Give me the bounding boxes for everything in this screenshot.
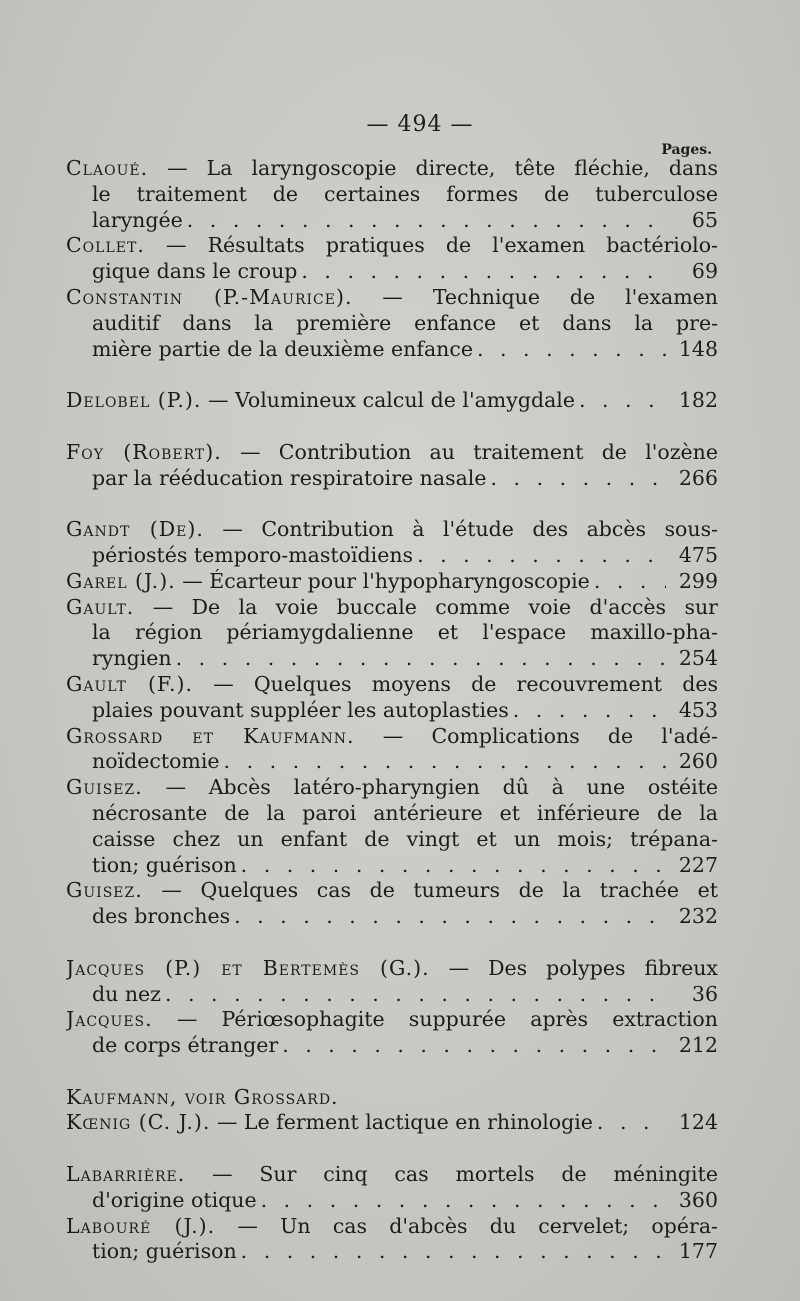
page-ref: 36 [691, 981, 718, 1006]
pages-column-label: Pages. [661, 142, 712, 158]
leader-dots [237, 853, 666, 879]
page-ref: 232 [678, 904, 718, 929]
entry-title-line: — Écarteur pour l'hypopharyngoscopie [182, 568, 590, 593]
entry-title-line: d'origine otique [92, 1187, 257, 1212]
entry-title-line: — Quelques moyens de recouvrement des [213, 671, 718, 696]
entry-title-line: le traitement de certaines formes de tuberculose [92, 181, 718, 206]
toc-entry [66, 1085, 718, 1111]
entry-title-line: laryngée [92, 207, 183, 232]
page-number: — 494 — [366, 112, 474, 137]
entry-title-line: tion; guérison [92, 852, 237, 877]
page-ref: 124 [678, 1110, 718, 1135]
leader-dots [297, 259, 666, 285]
leader-dots [161, 982, 666, 1008]
toc-entry [66, 1110, 718, 1136]
author-name: Jacques. [66, 1007, 153, 1032]
author-name: Labouré (J.). [66, 1213, 216, 1238]
toc-entry [66, 672, 718, 724]
leader-dots [278, 1033, 666, 1059]
entry-title-line: — Abcès latéro-pharyngien dû à une ostéite [165, 775, 718, 800]
toc-entry [66, 233, 718, 285]
author-name: Grossard et Kaufmann. [66, 723, 355, 748]
leader-dots [220, 749, 666, 775]
page-ref: 475 [678, 542, 718, 567]
entry-title-line: la région périamygdalienne et l'espace maxillo-pha- [92, 620, 718, 645]
entry-title-line: — Quelques cas de tumeurs de la trachée et [161, 878, 718, 903]
entry-title-line: plaies pouvant suppléer les autoplasties [92, 697, 509, 722]
author-name: Constantin (P.-Maurice). [66, 284, 353, 309]
author-name: Delobel (P.). [66, 388, 202, 413]
entry-title-line: auditif dans la première enfance et dans la pre- [92, 310, 718, 335]
author-name: Jacques (P.) et Bertemès (G.). [66, 955, 430, 980]
entry-title-line: par la rééducation respiratoire nasale [92, 465, 487, 490]
page-ref: 227 [678, 852, 718, 877]
leader-dots [413, 543, 666, 569]
entry-title-line: de corps étranger [92, 1033, 279, 1058]
leader-dots [487, 466, 667, 492]
entry-title-line: — Périœsophagite suppurée après extraction [176, 1007, 718, 1032]
entry-title-line: du nez [92, 981, 161, 1006]
author-name: Garel (J.). [66, 568, 176, 593]
cross-reference: Kaufmann, voir Grossard. [66, 1084, 339, 1109]
toc-entry [66, 595, 718, 672]
entry-title-line: — Volumineux calcul de l'amygdale [207, 388, 575, 413]
toc-entry [66, 517, 718, 569]
toc-entry [66, 285, 718, 362]
entry-title-line: — Résultats pratiques de l'examen bactériolo- [165, 233, 718, 258]
entry-title-line: tion; guérison [92, 1239, 237, 1264]
leader-dots [593, 1110, 666, 1136]
author-name: Collet. [66, 233, 145, 258]
entry-title-line: des bronches [92, 904, 231, 929]
author-name: Guisez. [66, 878, 143, 903]
author-name: Guisez. [66, 775, 143, 800]
entry-title-line: — Sur cinq cas mortels de méningite [212, 1162, 718, 1187]
page-ref: 360 [678, 1187, 718, 1212]
author-name: Gault (F.). [66, 671, 194, 696]
toc-entry [66, 156, 718, 233]
entry-title-line: ryngien [92, 646, 172, 671]
page-ref: 148 [678, 336, 718, 361]
entry-title-line: — Des polypes fibreux [448, 955, 718, 980]
toc-entry [66, 440, 718, 492]
page-ref: 177 [678, 1239, 718, 1264]
page-ref: 453 [678, 697, 718, 722]
leader-dots [575, 388, 666, 414]
entry-title-line: nécrosante de la paroi antérieure et inférieure de la [92, 800, 718, 825]
page-ref: 260 [678, 749, 718, 774]
entry-title-line: — Contribution à l'étude des abcès sous- [222, 517, 718, 542]
author-name: Foy (Robert). [66, 439, 222, 464]
leader-dots [257, 1188, 666, 1214]
entry-title-line: — Le ferment lactique en rhinologie [216, 1110, 593, 1135]
entry-title-line: — La laryngoscopie directe, tête fléchie, dans [167, 156, 718, 180]
entry-title-line: — Contribution au traitement de l'ozène [240, 439, 718, 464]
toc-entry [66, 388, 718, 414]
author-name: Claoué. [66, 156, 149, 180]
page-ref: 266 [678, 465, 718, 490]
entry-title-line: — Technique de l'examen [382, 284, 718, 309]
entry-title-line: mière partie de la deuxième enfance [92, 336, 473, 361]
leader-dots [172, 646, 666, 672]
leader-dots [183, 208, 666, 234]
leader-dots [237, 1239, 666, 1265]
page-ref: 69 [691, 259, 718, 284]
author-name: Gault. [66, 594, 135, 619]
toc-entry [66, 569, 718, 595]
leader-dots [473, 337, 666, 363]
entry-title-line: gique dans le croup [92, 259, 298, 284]
toc-entry [66, 724, 718, 776]
page-ref: 212 [678, 1033, 718, 1058]
leader-dots [590, 569, 666, 595]
leader-dots [230, 904, 666, 930]
author-name: Gandt (De). [66, 517, 204, 542]
entry-title-line: — De la voie buccale comme voie d'accès sur [152, 594, 718, 619]
page-ref: 65 [691, 207, 718, 232]
entry-title-line: caisse chez un enfant de vingt et un mois; trépana- [92, 826, 718, 851]
entry-title-line: — Complications de l'adé- [382, 723, 718, 748]
author-name: Kœnig (C. J.). [66, 1110, 211, 1135]
author-name: Labarrière. [66, 1162, 186, 1187]
page-ref: 182 [678, 388, 718, 413]
toc-entry [66, 1007, 718, 1059]
entry-title-line: — Un cas d'abcès du cervelet; opéra- [237, 1213, 718, 1238]
toc-entry [66, 775, 718, 878]
leader-dots [509, 698, 666, 724]
page-ref: 254 [678, 646, 718, 671]
entry-title-line: noïdectomie [92, 749, 220, 774]
page-ref: 299 [678, 568, 718, 593]
toc-entry [66, 956, 718, 1008]
toc-entry [66, 1162, 718, 1214]
entry-title-line: périostés temporo-mastoïdiens [92, 542, 414, 567]
toc-entry [66, 878, 718, 930]
toc-entry [66, 1214, 718, 1266]
table-of-contents [66, 156, 718, 1265]
